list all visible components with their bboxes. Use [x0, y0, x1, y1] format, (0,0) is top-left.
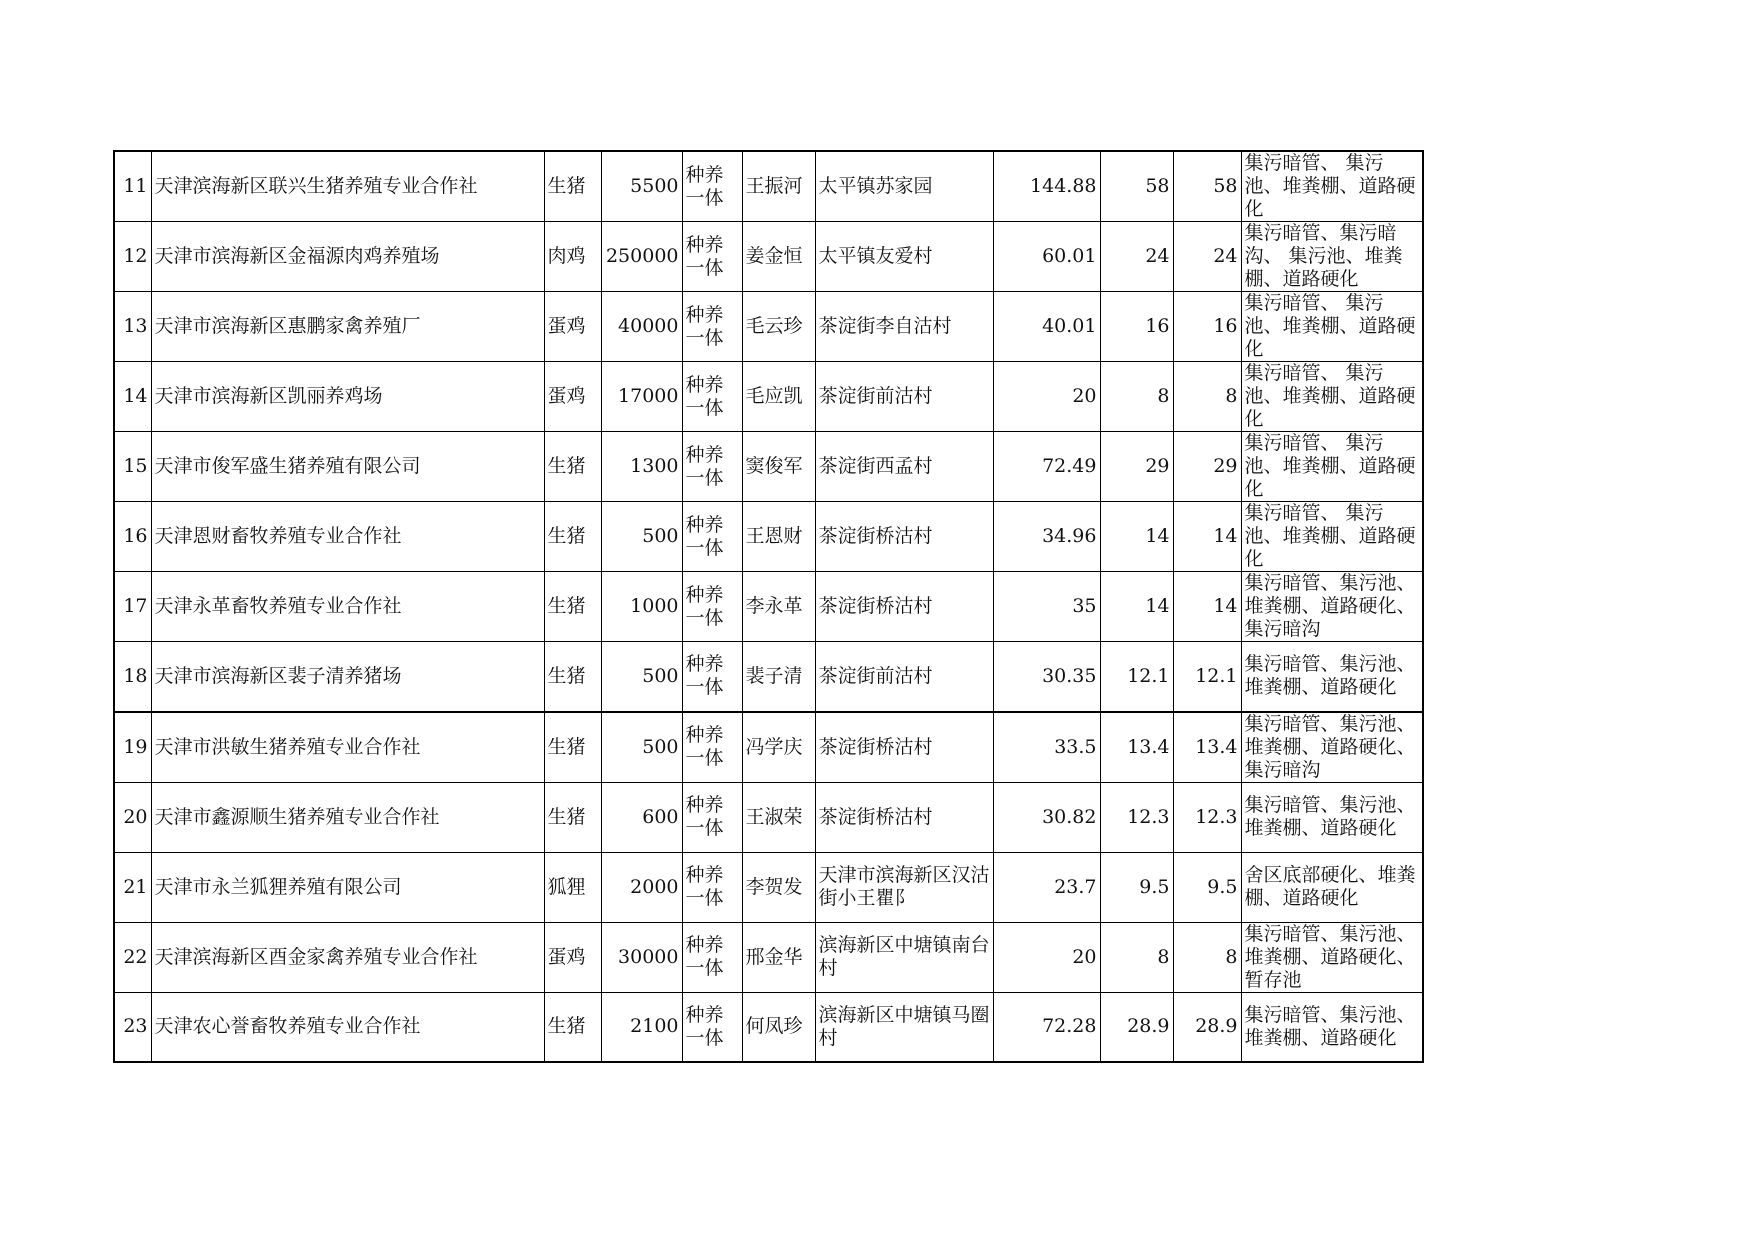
- value-2: 14: [1100, 572, 1173, 642]
- table-row: [114, 922, 1423, 992]
- location: 滨海新区中塘镇南台村: [815, 922, 993, 992]
- value-1: 20: [993, 922, 1100, 992]
- herd-scale: 500: [601, 642, 682, 712]
- location: 茶淀街前沽村: [815, 642, 993, 712]
- farm-name: 天津恩财畜牧养殖专业合作社: [151, 502, 544, 572]
- row-number: 20: [114, 782, 151, 852]
- row-number: 16: [114, 502, 151, 572]
- livestock-type: 蛋鸡: [544, 292, 601, 362]
- livestock-type: 生猪: [544, 712, 601, 783]
- location: 太平镇友爱村: [815, 222, 993, 292]
- location: 茶淀街李自沽村: [815, 292, 993, 362]
- farm-name: 天津市滨海新区裴子清养猪场: [151, 642, 544, 712]
- farming-mode: 种养一体: [682, 712, 742, 783]
- value-2: 24: [1100, 222, 1173, 292]
- farm-name: 天津市鑫源顺生猪养殖专业合作社: [151, 782, 544, 852]
- herd-scale: 500: [601, 502, 682, 572]
- table-row: [114, 852, 1423, 922]
- value-1: 34.96: [993, 502, 1100, 572]
- value-2: 28.9: [1100, 992, 1173, 1062]
- farming-mode: 种养一体: [682, 432, 742, 502]
- value-2: 8: [1100, 922, 1173, 992]
- farm-name: 天津市俊军盛生猪养殖有限公司: [151, 432, 544, 502]
- location: 天津市滨海新区汉沽街小王瞿阝: [815, 852, 993, 922]
- value-2: 9.5: [1100, 852, 1173, 922]
- facility-measures: 集污暗管、集污池、堆粪棚、道路硬化、集污暗沟: [1241, 572, 1423, 642]
- value-1: 23.7: [993, 852, 1100, 922]
- livestock-type: 生猪: [544, 432, 601, 502]
- owner-name: 王恩财: [742, 502, 815, 572]
- livestock-type: 肉鸡: [544, 222, 601, 292]
- table-body: [114, 151, 1423, 1062]
- row-number: 14: [114, 362, 151, 432]
- row-number: 23: [114, 992, 151, 1062]
- row-number: 22: [114, 922, 151, 992]
- farm-table: [113, 150, 1424, 1063]
- location: 茶淀街桥沽村: [815, 782, 993, 852]
- location: 茶淀街桥沽村: [815, 572, 993, 642]
- farm-name: 天津农心誉畜牧养殖专业合作社: [151, 992, 544, 1062]
- table-row: [114, 222, 1423, 292]
- farm-name: 天津永革畜牧养殖专业合作社: [151, 572, 544, 642]
- owner-name: 王振河: [742, 151, 815, 222]
- farming-mode: 种养一体: [682, 292, 742, 362]
- row-number: 13: [114, 292, 151, 362]
- value-1: 72.49: [993, 432, 1100, 502]
- table-row: [114, 782, 1423, 852]
- farm-name: 天津滨海新区酉金家禽养殖专业合作社: [151, 922, 544, 992]
- location: 滨海新区中塘镇马圈村: [815, 992, 993, 1062]
- farm-name: 天津市滨海新区惠鹏家禽养殖厂: [151, 292, 544, 362]
- farming-mode: 种养一体: [682, 222, 742, 292]
- farming-mode: 种养一体: [682, 782, 742, 852]
- location: 太平镇苏家园: [815, 151, 993, 222]
- value-3: 28.9: [1173, 992, 1241, 1062]
- table-row: [114, 572, 1423, 642]
- herd-scale: 250000: [601, 222, 682, 292]
- value-2: 16: [1100, 292, 1173, 362]
- herd-scale: 5500: [601, 151, 682, 222]
- owner-name: 毛云珍: [742, 292, 815, 362]
- facility-measures: 集污暗管、集污暗沟、 集污池、堆粪棚、道路硬化: [1241, 222, 1423, 292]
- location: 茶淀街西孟村: [815, 432, 993, 502]
- value-1: 60.01: [993, 222, 1100, 292]
- farming-mode: 种养一体: [682, 642, 742, 712]
- value-3: 13.4: [1173, 712, 1241, 783]
- farm-name: 天津市永兰狐狸养殖有限公司: [151, 852, 544, 922]
- table-row: [114, 432, 1423, 502]
- livestock-type: 狐狸: [544, 852, 601, 922]
- location: 茶淀街桥沽村: [815, 712, 993, 783]
- farming-mode: 种养一体: [682, 922, 742, 992]
- farm-name: 天津市滨海新区凯丽养鸡场: [151, 362, 544, 432]
- value-1: 30.82: [993, 782, 1100, 852]
- row-number: 15: [114, 432, 151, 502]
- facility-measures: 集污暗管、集污池、堆粪棚、道路硬化: [1241, 992, 1423, 1062]
- location: 茶淀街桥沽村: [815, 502, 993, 572]
- table-row: [114, 712, 1423, 783]
- owner-name: 冯学庆: [742, 712, 815, 783]
- value-1: 30.35: [993, 642, 1100, 712]
- livestock-type: 蛋鸡: [544, 362, 601, 432]
- herd-scale: 2000: [601, 852, 682, 922]
- farming-mode: 种养一体: [682, 852, 742, 922]
- herd-scale: 1000: [601, 572, 682, 642]
- facility-measures: 舍区底部硬化、堆粪棚、道路硬化: [1241, 852, 1423, 922]
- value-1: 33.5: [993, 712, 1100, 783]
- owner-name: 裴子清: [742, 642, 815, 712]
- herd-scale: 40000: [601, 292, 682, 362]
- facility-measures: 集污暗管、 集污池、堆粪棚、道路硬化: [1241, 432, 1423, 502]
- value-3: 24: [1173, 222, 1241, 292]
- row-number: 18: [114, 642, 151, 712]
- table-row: [114, 362, 1423, 432]
- value-2: 12.3: [1100, 782, 1173, 852]
- value-1: 144.88: [993, 151, 1100, 222]
- livestock-type: 蛋鸡: [544, 922, 601, 992]
- table-row: [114, 502, 1423, 572]
- facility-measures: 集污暗管、集污池、堆粪棚、道路硬化: [1241, 642, 1423, 712]
- value-3: 29: [1173, 432, 1241, 502]
- value-3: 8: [1173, 922, 1241, 992]
- table-row: [114, 992, 1423, 1062]
- value-2: 29: [1100, 432, 1173, 502]
- farm-name: 天津市洪敏生猪养殖专业合作社: [151, 712, 544, 783]
- owner-name: 李永革: [742, 572, 815, 642]
- facility-measures: 集污暗管、集污池、堆粪棚、道路硬化、集污暗沟: [1241, 712, 1423, 783]
- livestock-type: 生猪: [544, 572, 601, 642]
- farming-mode: 种养一体: [682, 992, 742, 1062]
- facility-measures: 集污暗管、 集污池、堆粪棚、道路硬化: [1241, 362, 1423, 432]
- owner-name: 王淑荣: [742, 782, 815, 852]
- farming-mode: 种养一体: [682, 362, 742, 432]
- value-1: 20: [993, 362, 1100, 432]
- row-number: 11: [114, 151, 151, 222]
- value-2: 12.1: [1100, 642, 1173, 712]
- value-3: 9.5: [1173, 852, 1241, 922]
- value-3: 14: [1173, 572, 1241, 642]
- table-row: [114, 642, 1423, 712]
- location: 茶淀街前沽村: [815, 362, 993, 432]
- value-3: 12.3: [1173, 782, 1241, 852]
- value-2: 8: [1100, 362, 1173, 432]
- value-1: 72.28: [993, 992, 1100, 1062]
- farm-name: 天津市滨海新区金福源肉鸡养殖场: [151, 222, 544, 292]
- value-3: 16: [1173, 292, 1241, 362]
- herd-scale: 500: [601, 712, 682, 783]
- facility-measures: 集污暗管、 集污池、堆粪棚、道路硬化: [1241, 292, 1423, 362]
- row-number: 17: [114, 572, 151, 642]
- table-row: [114, 151, 1423, 222]
- value-1: 35: [993, 572, 1100, 642]
- owner-name: 李贺发: [742, 852, 815, 922]
- value-2: 13.4: [1100, 712, 1173, 783]
- farming-mode: 种养一体: [682, 151, 742, 222]
- herd-scale: 2100: [601, 992, 682, 1062]
- herd-scale: 600: [601, 782, 682, 852]
- livestock-type: 生猪: [544, 992, 601, 1062]
- owner-name: 邢金华: [742, 922, 815, 992]
- farming-mode: 种养一体: [682, 572, 742, 642]
- owner-name: 何凤珍: [742, 992, 815, 1062]
- facility-measures: 集污暗管、 集污池、堆粪棚、道路硬化: [1241, 502, 1423, 572]
- value-3: 14: [1173, 502, 1241, 572]
- value-1: 40.01: [993, 292, 1100, 362]
- table-row: [114, 292, 1423, 362]
- row-number: 12: [114, 222, 151, 292]
- row-number: 19: [114, 712, 151, 783]
- livestock-type: 生猪: [544, 151, 601, 222]
- owner-name: 姜金恒: [742, 222, 815, 292]
- row-number: 21: [114, 852, 151, 922]
- facility-measures: 集污暗管、集污池、堆粪棚、道路硬化、暂存池: [1241, 922, 1423, 992]
- value-3: 58: [1173, 151, 1241, 222]
- herd-scale: 30000: [601, 922, 682, 992]
- owner-name: 窦俊军: [742, 432, 815, 502]
- livestock-type: 生猪: [544, 502, 601, 572]
- farm-name: 天津滨海新区联兴生猪养殖专业合作社: [151, 151, 544, 222]
- facility-measures: 集污暗管、集污池、堆粪棚、道路硬化: [1241, 782, 1423, 852]
- farming-mode: 种养一体: [682, 502, 742, 572]
- livestock-type: 生猪: [544, 782, 601, 852]
- value-3: 8: [1173, 362, 1241, 432]
- owner-name: 毛应凯: [742, 362, 815, 432]
- livestock-type: 生猪: [544, 642, 601, 712]
- herd-scale: 17000: [601, 362, 682, 432]
- value-3: 12.1: [1173, 642, 1241, 712]
- value-2: 14: [1100, 502, 1173, 572]
- herd-scale: 1300: [601, 432, 682, 502]
- facility-measures: 集污暗管、 集污池、堆粪棚、道路硬化: [1241, 151, 1423, 222]
- value-2: 58: [1100, 151, 1173, 222]
